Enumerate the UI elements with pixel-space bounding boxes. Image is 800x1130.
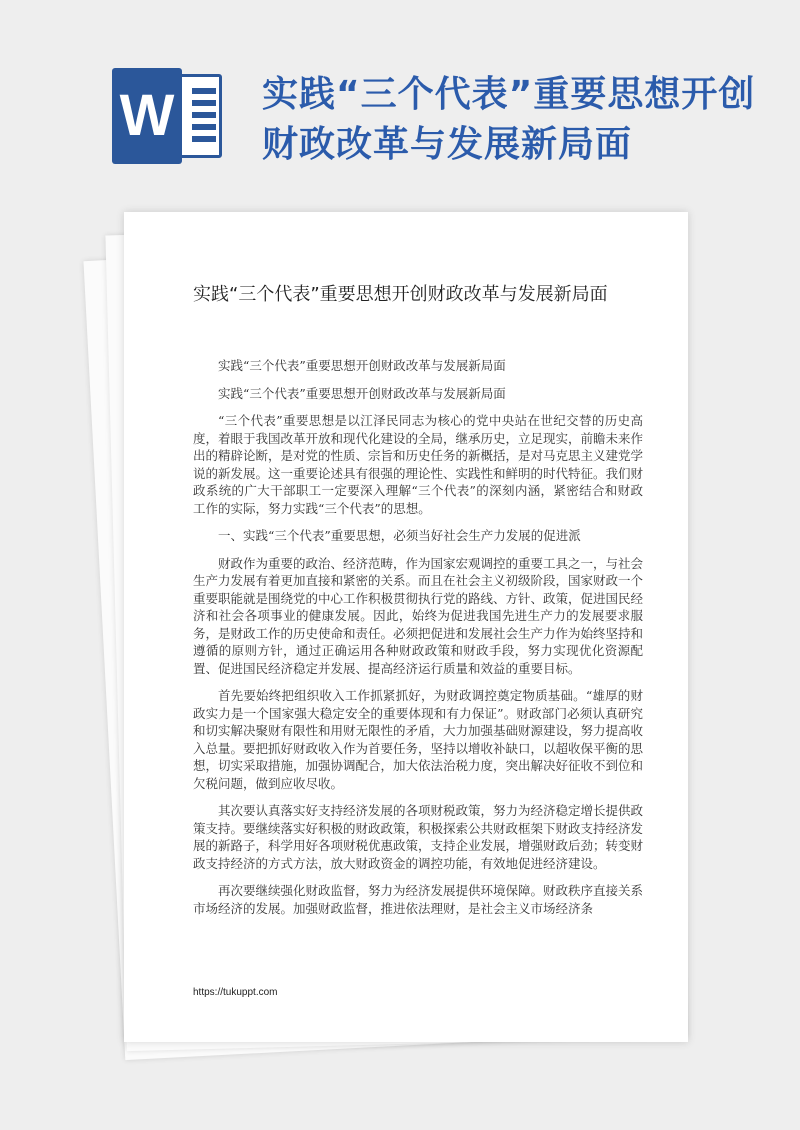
document-line <box>192 88 216 94</box>
document-body <box>193 357 643 927</box>
document-line <box>192 124 216 130</box>
word-letter-icon: W <box>112 68 182 164</box>
paragraph: 首先要始终把组织收入工作抓紧抓好，为财政调控奠定物质基础。“雄厚的财政实力是一个国家强大稳定安全的重要体现和有力保证”。财政部门必须认真研究和切实解决聚财有限性和用财无限性的矛盾，大力加强基础财源建设，努力提高收入总量。要把抓好财政收入作为首要任务，坚持以增收补缺口，以超收保平衡的思想，切实采取措施，加强协调配合，加大依法治税力度，突出解决好征收不到位和欠税问题，做到应收尽收。 <box>193 688 644 791</box>
page-title: 实践“三个代表”重要思想开创财政改革与发展新局面 <box>262 74 756 165</box>
paragraph: “三个代表”重要思想是以江泽民同志为核心的党中央站在世纪交替的历史高度，着眼于我国改革开放和现代化建设的全局，继承历史，立足现实，前瞻未来作出的精辟论断，是对党的性质、宗旨和历史任务的新概括，是对马克思主义建党学说的新发展。这一重要论述具有很强的理论性、实践性和鲜明的时代特征。我们财政系统的广大干部职工一定要深入理解“三个代表”的深刻内涵，紧密结合和财政工作的实际，努力实践“三个代表”的思想。 <box>193 413 644 516</box>
word-document-icon <box>112 68 224 164</box>
footer-url: https://tukuppt.com <box>193 987 278 998</box>
section-heading: 一、实践“三个代表”重要思想，必须当好社会生产力发展的促进派 <box>218 528 581 543</box>
document-title: 实践“三个代表”重要思想开创财政改革与发展新局面 <box>193 284 608 305</box>
paragraph: 实践“三个代表”重要思想开创财政改革与发展新局面 <box>218 385 506 401</box>
paragraph: 再次要继续强化财政监督，努力为经济发展提供环境保障。财政秩序直接关系市场经济的发展。加强财政监督，推进依法理财，是社会主义市场经济条 <box>193 883 644 916</box>
document-page <box>124 212 688 1042</box>
paragraph: 实践“三个代表”重要思想开创财政改革与发展新局面 <box>218 358 506 373</box>
document-line <box>192 136 216 142</box>
paragraph: 其次要认真落实好支持经济发展的各项财税政策，努力为经济稳定增长提供政策支持。要继续落实好积极的财政政策，积极探索公共财政框架下财政支持经济发展的新路子，科学用好各项财税优惠政策，支持企业发展，增强财政后劲；转变财政支持经济的方式方法，放大财政资金的调控功能，有效地促进经济建设。 <box>193 803 644 871</box>
document-line <box>192 100 216 106</box>
document-line <box>192 112 216 118</box>
paragraph: 财政作为重要的政治、经济范畴，作为国家宏观调控的重要工具之一，与社会生产力发展有着更加直接和紧密的关系。而且在社会主义初级阶段，国家财政一个重要职能就是围绕党的中心工作积极贯彻执行党的路线、方针、政策，促进国民经济和社会各项事业的健康发展。因此，始终为促进我国先进生产力的发展要求服务，是财政工作的历史使命和责任。必须把促进和发展社会生产力作为始终坚持和遵循的原则方针，通过正确运用各种财政政策和财政手段，努力实现优化资源配置、促进国民经济稳定并发展、提高经济运行质量和效益的重要目标。 <box>193 555 644 676</box>
